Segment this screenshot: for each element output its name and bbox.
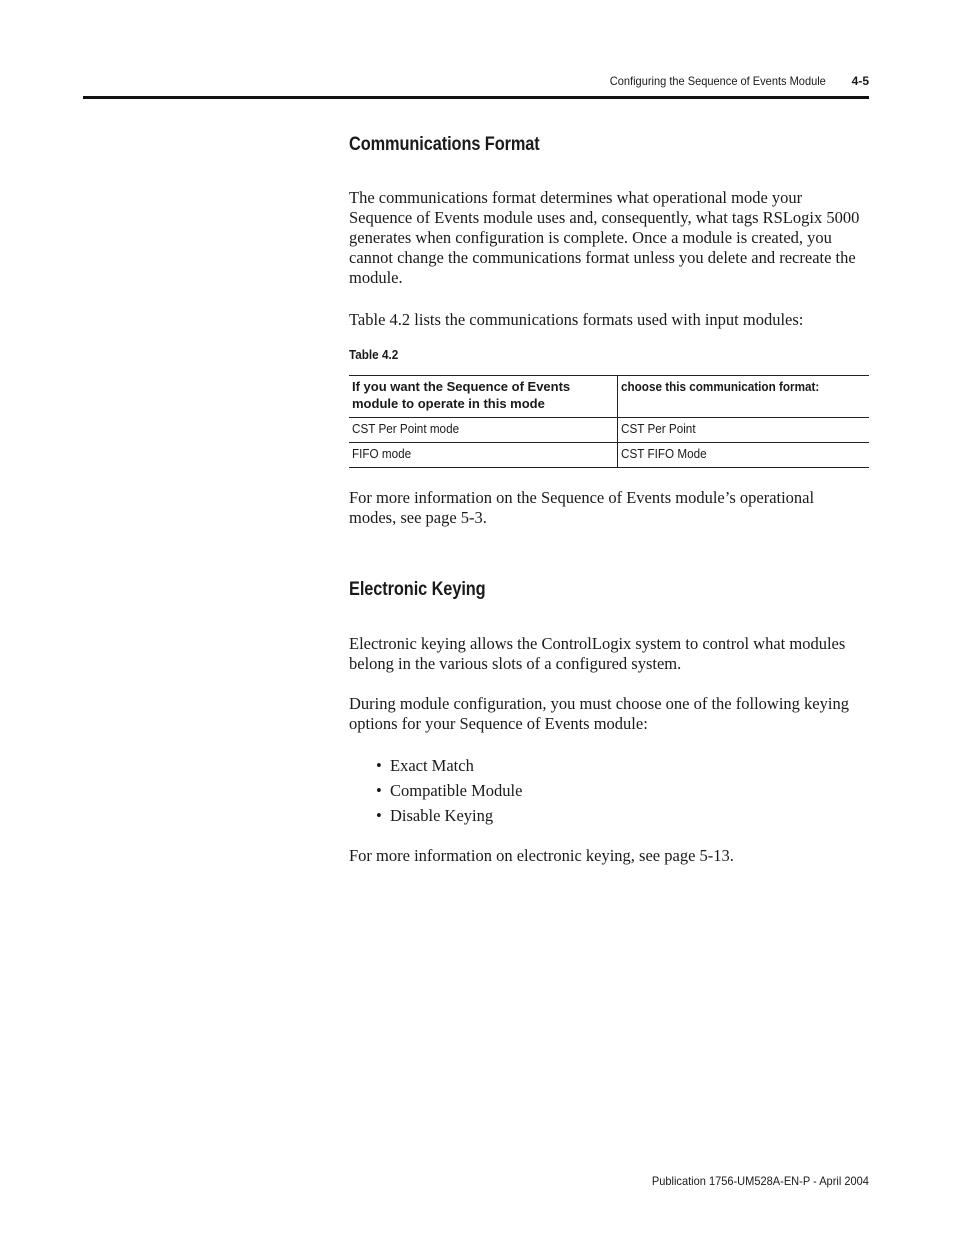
communications-format-table — [349, 375, 869, 468]
list-item-text: Compatible Module — [390, 781, 523, 800]
page-number: 4-5 — [851, 74, 869, 88]
table-cell-mode-text: CST Per Point mode — [352, 421, 460, 436]
table-cell-mode-text: FIFO mode — [352, 446, 412, 461]
section-heading-communications-format: Communications Format — [349, 134, 540, 155]
paragraph-keying-reference: For more information on electronic keying, see page 5-13. — [349, 846, 734, 865]
section-heading-electronic-keying: Electronic Keying — [349, 579, 486, 600]
table-header-mode — [349, 376, 618, 418]
paragraph-communications-intro: The communications format determines what operational mode your Sequence of Events module uses and, consequently, what tags RSLogix 5000 generates when configuration is complete. Once a module is created, you cannot change the communications format unless you delete and recreate the module. — [349, 188, 860, 287]
list-item: • Exact Match — [376, 756, 474, 775]
table-cell-mode — [349, 418, 618, 443]
table-cell-format-text: CST FIFO Mode — [621, 446, 707, 461]
table-cell-format — [618, 418, 870, 443]
table-cell-mode — [349, 443, 618, 468]
table-label: Table 4.2 — [349, 347, 399, 362]
running-header — [0, 74, 869, 92]
table-row — [349, 418, 869, 443]
table-row — [349, 443, 869, 468]
paragraph-operational-modes-reference: For more information on the Sequence of Events module’s operational modes, see page 5-3. — [349, 488, 815, 527]
list-item: • Disable Keying — [376, 806, 494, 825]
list-item-text: Disable Keying — [390, 806, 494, 825]
table-header-format — [618, 376, 870, 418]
header-rule — [83, 96, 869, 99]
paragraph-table-reference: Table 4.2 lists the communications formats used with input modules: — [349, 310, 804, 329]
paragraph-keying-options: During module configuration, you must choose one of the following keying options for your Sequence of Events module: — [349, 694, 849, 733]
list-item-text: Exact Match — [390, 756, 474, 775]
list-item: • Compatible Module — [376, 781, 523, 800]
running-header-title: Configuring the Sequence of Events Module — [609, 74, 826, 88]
keying-options-list — [376, 753, 522, 828]
table-header-format-text: choose this communication format: — [621, 379, 820, 394]
table-cell-format — [618, 443, 870, 468]
table-cell-format-text: CST Per Point — [621, 421, 696, 436]
table-header-row — [349, 376, 869, 418]
paragraph-keying-intro: Electronic keying allows the ControlLogix system to control what modules belong in the various slots of a configured system. — [349, 634, 846, 673]
table-header-mode-text: If you want the Sequence of Events module to operate in this mode — [352, 379, 571, 411]
publication-footer: Publication 1756-UM528A-EN-P - April 2004 — [651, 1174, 869, 1188]
